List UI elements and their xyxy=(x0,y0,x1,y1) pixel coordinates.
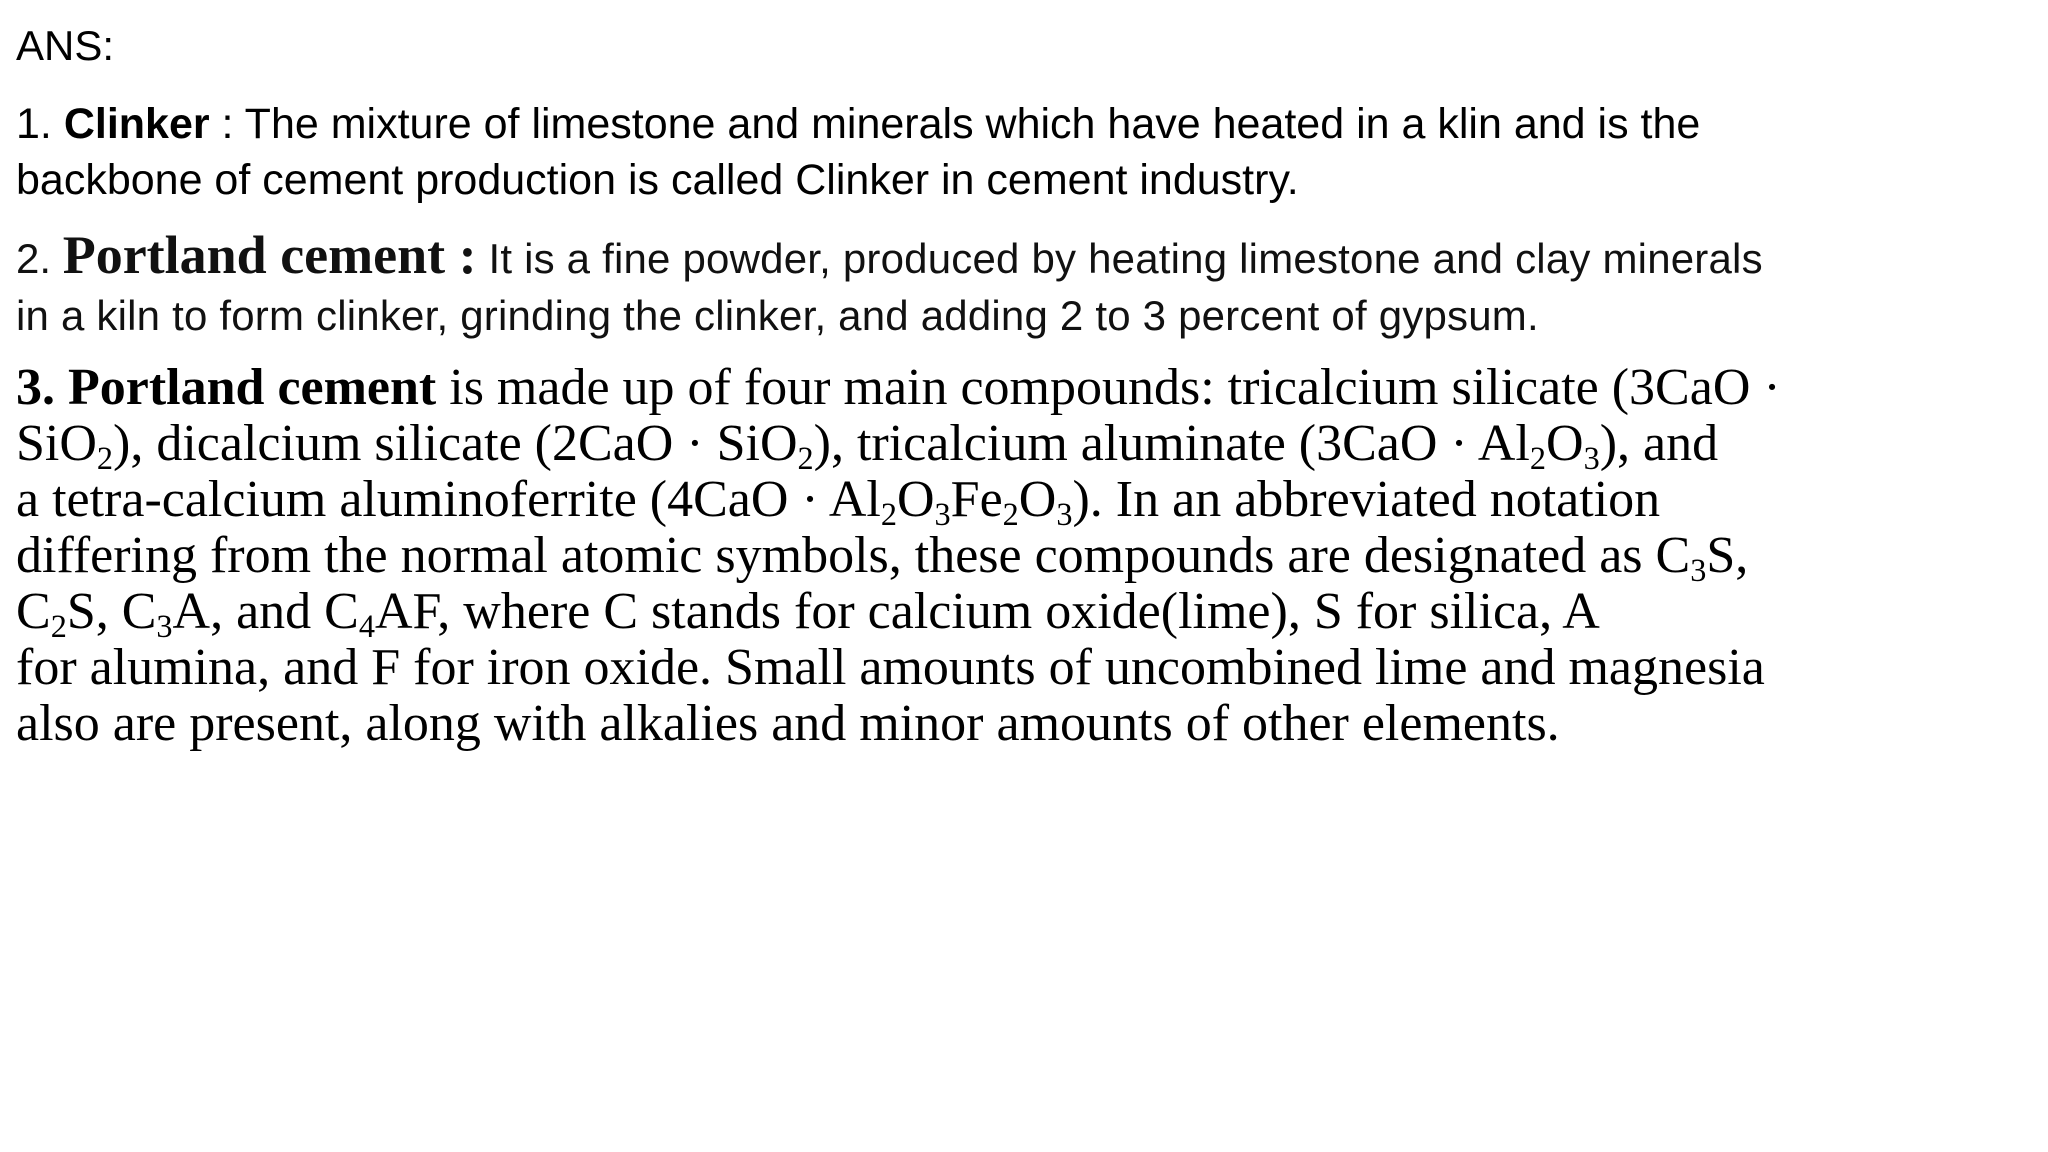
term-portland-cement-3: 3. Portland cement xyxy=(16,359,437,416)
definition-clinker xyxy=(16,96,2026,208)
text-run: S, C xyxy=(66,583,157,640)
text-run: S, xyxy=(1706,527,1749,584)
subscript: 2 xyxy=(50,608,67,645)
text-run: O xyxy=(1018,471,1057,528)
composition-line-3 xyxy=(16,471,2036,533)
subscript: 2 xyxy=(797,440,814,477)
text-run: ), tricalcium aluminate (3CaO · Al xyxy=(813,415,1530,472)
text-run: C xyxy=(16,583,51,640)
definition-portland-line-2: in a kiln to form clinker, grinding the clinker, and adding 2 to 3 percent of gypsum. xyxy=(16,292,1539,339)
term-clinker: Clinker xyxy=(63,100,210,148)
answer-heading: ANS: xyxy=(16,22,115,69)
subscript: 3 xyxy=(1583,440,1600,477)
definition-portland-cement xyxy=(16,227,2026,344)
text-run: a tetra-calcium aluminoferrite (4CaO · Al xyxy=(16,471,881,528)
text-run: ), dicalcium silicate (2CaO · SiO xyxy=(113,415,798,472)
text-run: O xyxy=(896,471,935,528)
composition-line-2 xyxy=(16,415,2036,477)
subscript: 2 xyxy=(96,440,114,477)
definition-clinker-line-1 xyxy=(16,96,2026,152)
subscript: 2 xyxy=(880,496,897,533)
composition-line-1 xyxy=(16,360,2036,416)
subscript: 3 xyxy=(934,496,951,533)
subscript: 3 xyxy=(1690,552,1707,589)
definition-portland-line-1 xyxy=(16,227,2026,287)
text-run: differing from the normal atomic symbols, these compounds are designated as C xyxy=(16,527,1691,584)
composition-line-7: also are present, along with alkalies and minor amounts of other elements. xyxy=(16,695,1560,752)
definition-text: It is a fine powder, produced by heating limestone and clay minerals xyxy=(476,235,1763,282)
portland-cement-composition xyxy=(16,360,2036,752)
composition-line-5 xyxy=(16,583,2036,645)
text-run: ), and xyxy=(1599,415,1719,472)
definition-text: : The mixture of limestone and minerals which have heated in a klin and is the xyxy=(209,100,1701,148)
subscript: 2 xyxy=(1002,496,1019,533)
subscript: 4 xyxy=(358,608,375,645)
subscript: 3 xyxy=(156,608,173,645)
definition-clinker-line-2: backbone of cement production is called Clinker in cement industry. xyxy=(16,156,1299,204)
composition-line-6: for alumina, and F for iron oxide. Small amounts of uncombined lime and magnesia xyxy=(16,639,1765,696)
text-run: ). In an abbreviated notation xyxy=(1072,471,1661,528)
text-run: is made up of four main compounds: tricalcium silicate (3CaO · xyxy=(436,359,1781,416)
term-portland-cement: Portland cement : xyxy=(62,225,477,285)
text-run: O xyxy=(1546,415,1584,472)
subscript: 3 xyxy=(1056,496,1073,533)
item-number: 1. xyxy=(16,100,52,148)
composition-line-4 xyxy=(16,527,2036,589)
text-run: Fe xyxy=(950,471,1003,528)
text-run: SiO xyxy=(16,415,97,472)
text-run: A, and C xyxy=(172,583,359,640)
subscript: 2 xyxy=(1529,440,1546,477)
item-number: 2. xyxy=(16,235,52,282)
text-run: AF, where C stands for calcium oxide(lime), S for silica, A xyxy=(375,583,1600,640)
